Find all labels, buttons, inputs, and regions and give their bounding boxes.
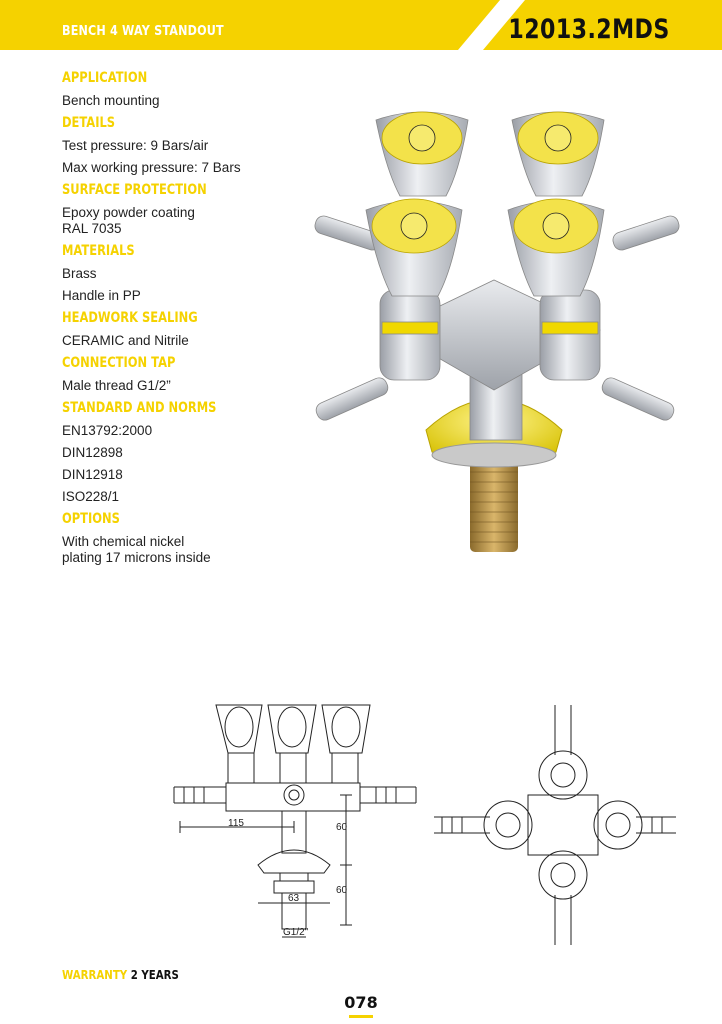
spec-value: EN13792:2000 — [62, 423, 153, 438]
section-title: BENCH 4 WAY STANDOUT — [62, 24, 224, 39]
spec-application — [62, 68, 312, 109]
spec-list — [62, 64, 312, 566]
spec-heading: STANDARD AND NORMS — [62, 400, 217, 416]
spec-value: DIN12918 — [62, 467, 123, 482]
spec-value: DIN12898 — [62, 445, 123, 460]
spec-value: With chemical nickel — [62, 534, 185, 549]
warranty-note — [62, 968, 179, 982]
spec-value: Male thread G1/2” — [62, 378, 171, 393]
header-band — [0, 0, 722, 50]
dim-115: 115 — [228, 818, 244, 829]
spec-surface-protection — [62, 180, 312, 237]
spec-value: CERAMIC and Nitrile — [62, 333, 189, 348]
spec-heading: MATERIALS — [62, 243, 135, 259]
spec-options — [62, 509, 312, 566]
page-number: 078 — [344, 993, 378, 1012]
spec-heading: CONNECTION TAP — [62, 355, 176, 371]
spec-heading: DETAILS — [62, 115, 116, 131]
spec-value: Brass — [62, 266, 97, 281]
product-code: 12013.2MDS — [508, 14, 670, 45]
spec-value: plating 17 microns inside — [62, 550, 211, 565]
spec-materials — [62, 241, 312, 304]
dim-63: 63 — [288, 893, 300, 904]
page-number-underline — [349, 1015, 373, 1018]
spec-headwork-sealing — [62, 308, 312, 349]
warranty-label: WARRANTY — [62, 968, 128, 982]
spec-details — [62, 113, 312, 176]
warranty-value: 2 YEARS — [130, 968, 179, 982]
spec-value: Max working pressure: 7 Bars — [62, 160, 241, 175]
product-image — [300, 100, 700, 560]
dim-60-bottom: 60 — [336, 885, 348, 896]
spec-heading: SURFACE PROTECTION — [62, 182, 207, 198]
dim-60-top: 60 — [336, 822, 348, 833]
spec-standards — [62, 398, 312, 505]
technical-drawings — [170, 695, 690, 960]
spec-connection-tap — [62, 353, 312, 394]
spec-value: Test pressure: 9 Bars/air — [62, 138, 209, 153]
spec-heading: OPTIONS — [62, 511, 120, 527]
spec-heading: APPLICATION — [62, 70, 148, 86]
spec-value: Epoxy powder coating — [62, 205, 195, 220]
spec-value: RAL 7035 — [62, 221, 122, 236]
spec-heading: HEADWORK SEALING — [62, 310, 198, 326]
spec-value: Bench mounting — [62, 93, 160, 108]
spec-value: Handle in PP — [62, 288, 141, 303]
dim-thread: G1/2" — [283, 927, 309, 938]
spec-value: ISO228/1 — [62, 489, 120, 504]
